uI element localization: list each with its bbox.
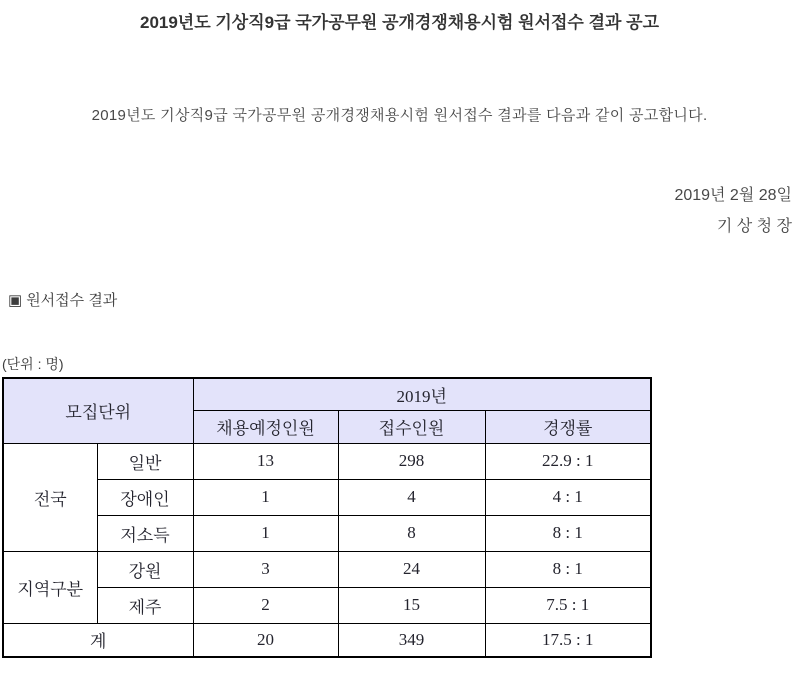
applicants-cell: 24 [338, 551, 485, 587]
signer-text: 기 상 청 장 [716, 218, 792, 235]
intro-paragraph: 2019년도 기상직9급 국가공무원 공개경쟁채용시험 원서접수 결과를 다음과 같이 공고합니다. [91, 107, 708, 124]
applicants-cell: 8 [338, 515, 485, 551]
ratio-cell: 7.5 : 1 [485, 587, 651, 623]
ratio-cell: 4 : 1 [485, 479, 651, 515]
section-heading [8, 292, 799, 310]
ratio-cell: 22.9 : 1 [485, 443, 651, 479]
planned-cell: 13 [193, 443, 338, 479]
applicants-cell: 298 [338, 443, 485, 479]
category-cell: 저소득 [97, 515, 193, 551]
planned-cell: 1 [193, 515, 338, 551]
signature-block [0, 180, 799, 242]
category-cell: 강원 [97, 551, 193, 587]
table-row [3, 515, 651, 551]
total-label-cell: 계 [3, 623, 193, 657]
col-header-recruit-unit: 모집단위 [3, 378, 193, 443]
applicants-cell: 15 [338, 587, 485, 623]
group-cell-regional: 지역구분 [3, 551, 97, 623]
planned-cell: 3 [193, 551, 338, 587]
applicants-cell: 4 [338, 479, 485, 515]
page-title: 2019년도 기상직9급 국가공무원 공개경쟁채용시험 원서접수 결과 공고 [139, 13, 659, 32]
planned-cell: 2 [193, 587, 338, 623]
ratio-cell: 8 : 1 [485, 515, 651, 551]
col-header-applicants: 접수인원 [338, 410, 485, 443]
table-row [3, 551, 651, 587]
category-cell: 장애인 [97, 479, 193, 515]
total-ratio-cell: 17.5 : 1 [485, 623, 651, 657]
total-planned-cell: 20 [193, 623, 338, 657]
application-results-table [2, 377, 652, 658]
ratio-cell: 8 : 1 [485, 551, 651, 587]
col-header-year: 2019년 [193, 378, 651, 410]
date-text: 2019년 2월 28일 [674, 187, 792, 204]
col-header-planned: 채용예정인원 [193, 410, 338, 443]
total-row [3, 623, 651, 657]
table-row [3, 443, 651, 479]
category-cell: 제주 [97, 587, 193, 623]
category-cell: 일반 [97, 443, 193, 479]
table-row [3, 479, 651, 515]
group-cell-national: 전국 [3, 443, 97, 551]
table-row [3, 587, 651, 623]
table-header-row-1 [3, 378, 651, 410]
planned-cell: 1 [193, 479, 338, 515]
total-applicants-cell: 349 [338, 623, 485, 657]
col-header-ratio: 경쟁률 [485, 410, 651, 443]
announcement-document [0, 12, 799, 658]
section-heading-label: 원서접수 결과 [26, 292, 118, 309]
unit-label: (단위 : 명) [2, 356, 64, 372]
square-bullet-icon: ▣ [8, 292, 23, 309]
